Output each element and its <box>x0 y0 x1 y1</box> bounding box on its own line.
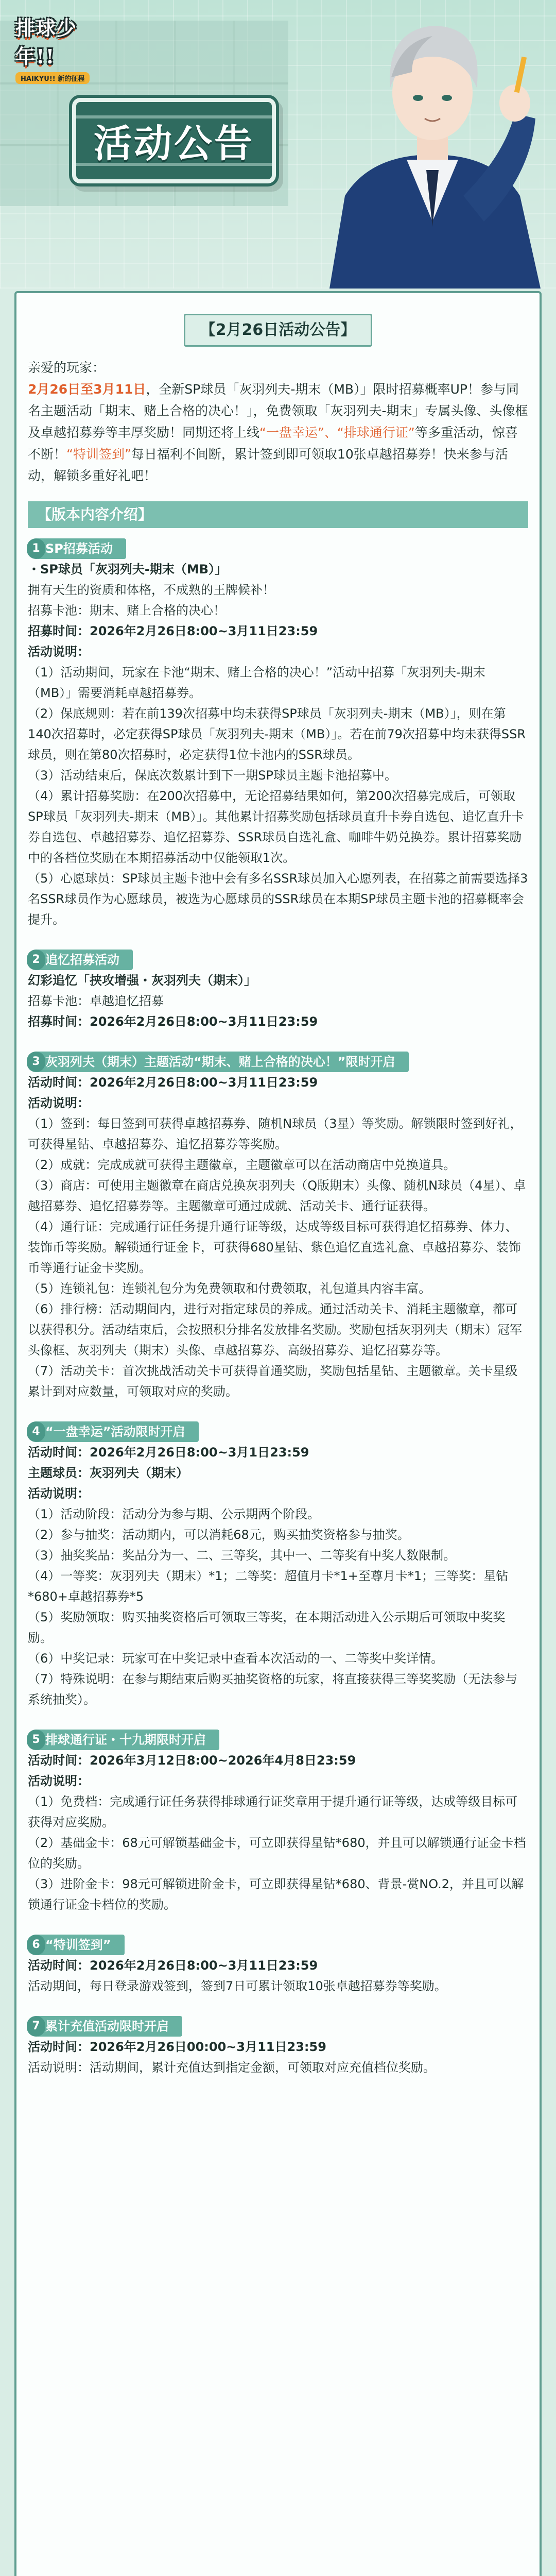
section-5-line: 活动时间：2026年3月12日8:00~2026年4月8日23:59 <box>28 1753 356 1768</box>
section-3-line: （5）连锁礼包：连锁礼包分为免费领取和付费领取，礼包道具内容丰富。 <box>28 1281 431 1296</box>
section-number: 6 <box>27 1935 45 1955</box>
page-title-badge <box>72 98 276 183</box>
section-5-line: （1）免费档：完成通行证任务获得排球通行证奖章用于提升通行证等级，达成等级目标可获得对应奖励。 <box>28 1794 518 1829</box>
section-title: 灰羽列夫（期末）主题活动“期末、赌上合格的决心！”限时开启 <box>45 1055 395 1069</box>
section-number: 3 <box>27 1052 45 1072</box>
section-5-line: （2）基础金卡：68元可解锁基础金卡，可立即获得星钻*680，并且可以解锁通行证金卡档位的奖励。 <box>28 1836 526 1871</box>
section-3-line: （2）成就：完成成就可获得主题徽章，主题徽章可以在活动商店中兑换道具。 <box>28 1158 456 1172</box>
section-7-line: 活动说明：活动期间，累计充值达到指定金额，可领取对应充值档位奖励。 <box>28 2060 436 2075</box>
section-number: 7 <box>27 2016 45 2037</box>
section-spacer <box>28 930 528 939</box>
section-2-line: 招募卡池：卓越追忆招募 <box>28 994 164 1008</box>
section-header-3 <box>28 1052 409 1072</box>
section-header-4 <box>28 1421 199 1442</box>
section-1-line: （5）心愿球员：SP球员主题卡池中会有多名SSR球员加入心愿列表，在招募之前需要选择3名SSR球员作为心愿球员，被选为心愿球员的SSR球员在本期SP球员主题卡池的招募概率会提升。 <box>28 871 528 927</box>
logo-main-text: 排球少年!! <box>15 16 78 68</box>
section-1-line: （2）保底规则：若在前139次招募中均未获得SP球员「灰羽列夫-期末（MB）」，则在第140次招募时，必定获得SP球员「灰羽列夫-期末（MB）」。若在前79次招募中均未获得SSR球员，则在第80次招募时，必定获得1位卡池内的SSR球员。 <box>28 706 526 762</box>
section-header-7 <box>28 2016 182 2037</box>
event-header-banner <box>0 0 556 289</box>
section-1-line: 活动说明： <box>28 645 90 659</box>
section-4-line: （3）抽奖奖品：奖品分为一、二、三等奖，其中一、二等奖有中奖人数限制。 <box>28 1548 456 1563</box>
section-4-line: （1）活动阶段：活动分为参与期、公示期两个阶段。 <box>28 1507 320 1521</box>
section-3-line: （1）签到：每日签到可获得卓越招募券、随机N球员（3星）等奖励。解锁限时签到好礼，可获得星钻、卓越招募券、追忆招募券等奖励。 <box>28 1116 523 1151</box>
section-3-line: （4）通行证：完成通行证任务提升通行证等级，达成等级目标可获得追忆招募券、体力、装饰币等奖励。解锁通行证金卡，可获得680星钻、紫色追忆直选礼盒、卓越招募券、装饰币等通行证金卡奖励。 <box>28 1219 521 1275</box>
section-4-line: （2）参与抽奖：活动期内，可以消耗68元，购买抽奖资格参与抽奖。 <box>28 1528 410 1542</box>
section-4-line: （6）中奖记录：玩家可在中奖记录中查看本次活动的一、二等奖中奖详情。 <box>28 1651 444 1666</box>
section-2-line: 幻彩追忆「挟攻增强・灰羽列夫（期末）」 <box>28 973 256 988</box>
section-4-line: （5）奖励领取：购买抽奖资格后可领取三等奖，在本期活动进入公示期后可领取中奖奖励。 <box>28 1610 506 1645</box>
section-1-line: 招募时间：2026年2月26日8:00~3月11日23:59 <box>28 624 318 638</box>
section-title: “一盘幸运”活动限时开启 <box>45 1425 185 1439</box>
section-2-line: 招募时间：2026年2月26日8:00~3月11日23:59 <box>28 1014 318 1029</box>
section-1-line: 拥有天生的资质和体格，不成熟的王牌候补！ <box>28 583 275 597</box>
section-3-line: 活动时间：2026年2月26日8:00~3月11日23:59 <box>28 1075 318 1090</box>
section-header-1 <box>28 538 126 559</box>
section-6-line: 活动期间，每日登录游戏签到，签到7日可累计领取10张卓越招募券等奖励。 <box>28 1979 447 1993</box>
section-4-line: 活动说明： <box>28 1486 90 1501</box>
section-3-line: （7）活动关卡：首次挑战活动关卡可获得首通奖励，奖励包括星钻、主题徽章。关卡星级累计到对应数量，可领取对应的奖励。 <box>28 1364 518 1399</box>
notice-title: 【2月26日活动公告】 <box>184 314 372 347</box>
section-1-line: 招募卡池：期末、赌上合格的决心！ <box>28 603 225 618</box>
section-number: 2 <box>27 950 45 970</box>
section-number: 5 <box>27 1730 45 1750</box>
section-spacer <box>28 1915 528 1924</box>
game-logo <box>15 12 113 83</box>
section-number: 4 <box>27 1421 45 1442</box>
section-spacer <box>28 1402 528 1411</box>
section-spacer <box>28 2078 528 2087</box>
intro-activities-highlight: “一盘幸运”、“排球通行证” <box>259 425 415 440</box>
section-4-line: 主题球员：灰羽列夫（期末） <box>28 1466 188 1480</box>
sections-container <box>28 528 528 2087</box>
logo-sub-text: HAIKYU!! 新的征程 <box>15 72 90 84</box>
section-1-line: （3）活动结束后，保底次数累计到下一期SP球员主题卡池招募中。 <box>28 768 397 783</box>
intro-checkin-highlight: “特训签到” <box>66 447 131 462</box>
intro-text-e: 每日福利不间断，累计签到即可领取10张卓越招募券！快来参与活动，解锁多重好礼吧！ <box>28 447 508 483</box>
section-3-line: （3）商店：可使用主题徽章在商店兑换灰羽列夫（Q版期末）头像、随机N球员（4星）、卓越招募券、追忆招募券等。主题徽章可通过成就、活动关卡、通行证获得。 <box>28 1178 526 1213</box>
section-header-5 <box>28 1730 219 1750</box>
section-5-line: 活动说明： <box>28 1774 90 1788</box>
section-spacer <box>28 1710 528 1719</box>
announcement-card <box>14 291 542 2576</box>
intro-greeting: 亲爱的玩家： <box>28 360 106 375</box>
section-header-6 <box>28 1935 125 1955</box>
page-title: 活动公告 <box>94 122 254 166</box>
intro-date-highlight: 2月26日至3月11日 <box>28 382 146 397</box>
section-title: “特训签到” <box>45 1938 111 1952</box>
section-spacer <box>28 1032 528 1041</box>
section-title: 排球通行证・十九期限时开启 <box>45 1733 206 1747</box>
section-5-line: （3）进阶金卡：98元可解锁进阶金卡，可立即获得星钻*680、背景-赏NO.2，并且可以解锁通行证金卡档位的奖励。 <box>28 1877 524 1912</box>
section-1-line: （4）累计招募奖励：在200次招募中，无论招募结果如何，第200次招募完成后，可领取SP球员「灰羽列夫-期末（MB）」。其他累计招募奖励包括球员直升卡券自选包、追忆直升卡券自选包、卓越招募券、追忆招募券、SSR球员自选礼盒、咖啡牛奶兑换券。累计招募奖励中的各档位奖励在本期招募活动中仅能领取1次。 <box>28 789 524 865</box>
section-3-line: 活动说明： <box>28 1096 90 1110</box>
section-title: 追忆招募活动 <box>45 953 119 967</box>
character-illustration <box>309 0 556 289</box>
section-spacer <box>28 1996 528 2006</box>
section-header-2 <box>28 950 133 970</box>
section-1-line: （1）活动期间，玩家在卡池“期末、赌上合格的决心！”活动中招募「灰羽列夫-期末（MB）」需要消耗卓越招募券。 <box>28 665 485 700</box>
version-content-bar: 【版本内容介绍】 <box>28 501 528 528</box>
section-4-line: （4）一等奖：灰羽列夫（期末）*1；二等奖：超值月卡*1+至尊月卡*1；三等奖：星钻*680+卓越招募券*5 <box>28 1569 509 1604</box>
intro-text-a: ，全新SP球员「灰羽列夫-期末（MB）」限时招募概率UP！参与同名主题活动「期末、赌上合格的决心！」，免费领取「灰羽列夫-期末」专属头像、头像框及卓越招募券等丰厚奖励！同期还将上线 <box>28 382 528 440</box>
section-6-line: 活动时间：2026年2月26日8:00~3月11日23:59 <box>28 1958 318 1973</box>
section-number: 1 <box>27 538 45 559</box>
section-4-line: （7）特殊说明：在参与期结束后购买抽奖资格的玩家，将直接获得三等奖奖励（无法参与系统抽奖）。 <box>28 1672 518 1707</box>
section-title: 累计充值活动限时开启 <box>45 2019 169 2033</box>
section-1-line: ・SP球员「灰羽列夫-期末（MB）」 <box>28 562 228 577</box>
section-7-line: 活动时间：2026年2月26日00:00~3月11日23:59 <box>28 2040 326 2054</box>
section-3-line: （6）排行榜：活动期间内，进行对指定球员的养成。通过活动关卡、消耗主题徽章，都可以获得积分。活动结束后，会按照积分排名发放排名奖励。奖励包括灰羽列夫（期末）冠军头像框、灰羽列夫（期末）头像、卓越招募券、高级招募券、追忆招募券等。 <box>28 1302 522 1358</box>
section-title: SP招募活动 <box>45 541 113 556</box>
section-4-line: 活动时间：2026年2月26日8:00~3月1日23:59 <box>28 1445 309 1460</box>
intro-paragraph <box>28 379 528 487</box>
intro-text-c: 等多重活动，惊喜不断！ <box>28 425 518 462</box>
